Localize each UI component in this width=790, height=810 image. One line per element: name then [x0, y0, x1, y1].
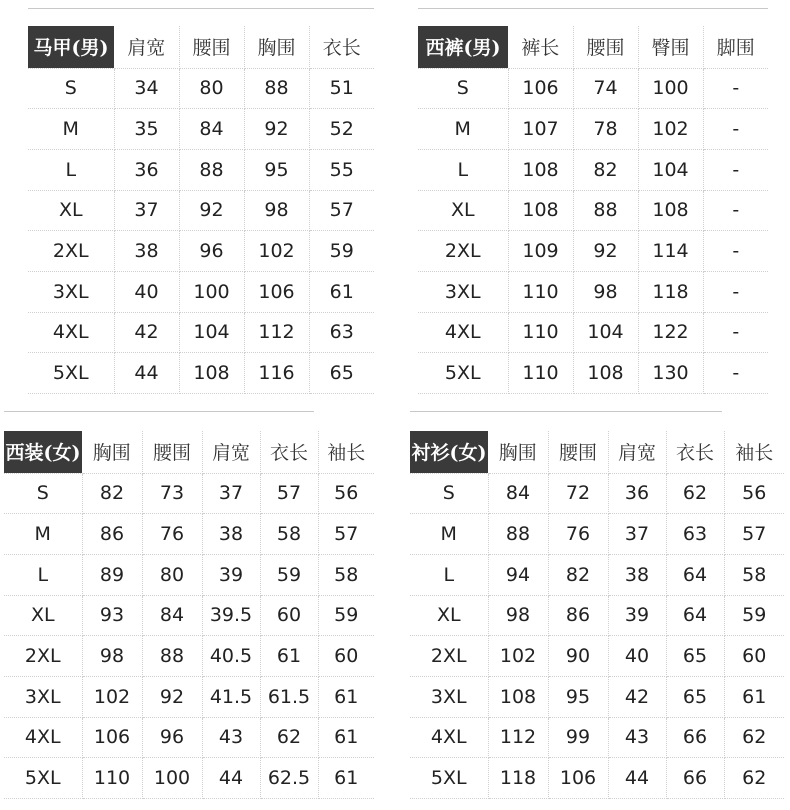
table-cell: 84 — [142, 595, 202, 636]
table-cell: 108 — [508, 190, 573, 231]
table-header-row — [4, 431, 374, 473]
table-cell: 59 — [260, 554, 318, 595]
table-title: 衬衫(女) — [410, 431, 488, 473]
table-title: 西裤(男) — [418, 26, 508, 68]
table-cell: 88 — [573, 190, 638, 231]
divider-line-top-left — [28, 8, 374, 9]
table-cell: 106 — [548, 758, 608, 799]
column-header: 肩宽 — [114, 26, 179, 68]
size-table-trousers-men — [418, 26, 768, 394]
table-cell: 116 — [244, 353, 309, 394]
table-cell: 84 — [488, 473, 548, 514]
table-cell: 62 — [724, 758, 784, 799]
table-cell: 39 — [202, 554, 260, 595]
table-row — [410, 717, 784, 758]
table-row — [28, 353, 374, 394]
table-cell: 61 — [318, 758, 374, 799]
table-row — [4, 554, 374, 595]
size-label: 5XL — [28, 353, 114, 394]
table-cell: 104 — [638, 149, 703, 190]
table-row — [410, 636, 784, 677]
table-cell: 44 — [114, 353, 179, 394]
table-cell: 80 — [142, 554, 202, 595]
table-cell: 110 — [82, 758, 142, 799]
column-header: 脚围 — [703, 26, 768, 68]
table-cell: 61 — [318, 676, 374, 717]
table-row — [410, 595, 784, 636]
table-cell: 40 — [114, 271, 179, 312]
table-cell: - — [703, 68, 768, 109]
table-cell: 110 — [508, 271, 573, 312]
table-row — [418, 312, 768, 353]
table-cell: 98 — [244, 190, 309, 231]
table-cell: 88 — [179, 149, 244, 190]
table-cell: 56 — [724, 473, 784, 514]
column-header: 肩宽 — [202, 431, 260, 473]
table-cell: 95 — [244, 149, 309, 190]
table-cell: 57 — [309, 190, 374, 231]
size-label: S — [418, 68, 508, 109]
column-header: 腰围 — [548, 431, 608, 473]
table-cell: 99 — [548, 717, 608, 758]
table-cell: 108 — [573, 353, 638, 394]
size-label: 2XL — [28, 231, 114, 272]
size-label: 4XL — [418, 312, 508, 353]
table-cell: 108 — [638, 190, 703, 231]
table-cell: 102 — [244, 231, 309, 272]
table-cell: 130 — [638, 353, 703, 394]
table-cell: 109 — [508, 231, 573, 272]
size-table-vest-men — [28, 26, 374, 394]
table-cell: 61 — [724, 676, 784, 717]
table-cell: 104 — [573, 312, 638, 353]
table-cell: 100 — [179, 271, 244, 312]
table-cell: 59 — [309, 231, 374, 272]
column-header: 腰围 — [142, 431, 202, 473]
size-label: M — [4, 514, 82, 555]
divider-line-top-right — [418, 8, 768, 9]
table-cell: 37 — [114, 190, 179, 231]
size-label: L — [4, 554, 82, 595]
size-label: 4XL — [410, 717, 488, 758]
table-cell: 65 — [666, 636, 724, 677]
table-cell: 96 — [142, 717, 202, 758]
table-cell: 42 — [608, 676, 666, 717]
table-cell: 64 — [666, 595, 724, 636]
table-cell: 60 — [724, 636, 784, 677]
table-cell: 106 — [82, 717, 142, 758]
table-cell: 93 — [82, 595, 142, 636]
table-cell: 40 — [608, 636, 666, 677]
table-cell: 34 — [114, 68, 179, 109]
table-cell: 106 — [244, 271, 309, 312]
table-cell: 112 — [244, 312, 309, 353]
table-cell: 100 — [142, 758, 202, 799]
table-cell: 100 — [638, 68, 703, 109]
table-cell: 42 — [114, 312, 179, 353]
table-cell: 90 — [548, 636, 608, 677]
table-cell: 58 — [724, 554, 784, 595]
table-cell: 92 — [244, 109, 309, 150]
size-table-shirt-women — [410, 431, 784, 799]
table-cell: 51 — [309, 68, 374, 109]
table-cell: 39.5 — [202, 595, 260, 636]
size-label: S — [4, 473, 82, 514]
table-row — [418, 109, 768, 150]
table-row — [28, 109, 374, 150]
table-cell: 38 — [114, 231, 179, 272]
table-cell: 118 — [488, 758, 548, 799]
table-cell: 62 — [724, 717, 784, 758]
size-label: L — [410, 554, 488, 595]
table-cell: 76 — [142, 514, 202, 555]
table-cell: 40.5 — [202, 636, 260, 677]
table-cell: 95 — [548, 676, 608, 717]
table-cell: 62.5 — [260, 758, 318, 799]
table-cell: - — [703, 231, 768, 272]
table-cell: 61 — [260, 636, 318, 677]
size-label: M — [418, 109, 508, 150]
size-label: 4XL — [28, 312, 114, 353]
size-label: 2XL — [4, 636, 82, 677]
table-cell: 60 — [260, 595, 318, 636]
table-cell: 61.5 — [260, 676, 318, 717]
size-label: L — [28, 149, 114, 190]
size-label: 3XL — [28, 271, 114, 312]
size-label: 3XL — [410, 676, 488, 717]
table-row — [28, 312, 374, 353]
table-row — [410, 473, 784, 514]
table-cell: 36 — [114, 149, 179, 190]
size-label: 2XL — [418, 231, 508, 272]
column-header: 衣长 — [260, 431, 318, 473]
divider-line-bottom-right — [410, 411, 722, 412]
table-cell: 112 — [488, 717, 548, 758]
table-row — [4, 514, 374, 555]
table-cell: 58 — [260, 514, 318, 555]
table-row — [418, 353, 768, 394]
table-cell: 98 — [573, 271, 638, 312]
table-cell: 98 — [488, 595, 548, 636]
table-cell: - — [703, 109, 768, 150]
table-cell: 89 — [82, 554, 142, 595]
table-row — [410, 676, 784, 717]
table-cell: 104 — [179, 312, 244, 353]
table-cell: 108 — [508, 149, 573, 190]
table-cell: 82 — [573, 149, 638, 190]
divider-line-bottom-left — [4, 411, 314, 412]
size-label: 5XL — [410, 758, 488, 799]
table-title: 西装(女) — [4, 431, 82, 473]
table-cell: 74 — [573, 68, 638, 109]
table-cell: 114 — [638, 231, 703, 272]
table-cell: 80 — [179, 68, 244, 109]
table-cell: 65 — [309, 353, 374, 394]
table-cell: 102 — [82, 676, 142, 717]
table-cell: 76 — [548, 514, 608, 555]
table-cell: 62 — [666, 473, 724, 514]
table-cell: 56 — [318, 473, 374, 514]
column-header: 胸围 — [244, 26, 309, 68]
table-cell: - — [703, 149, 768, 190]
table-cell: 61 — [318, 717, 374, 758]
table-cell: 35 — [114, 109, 179, 150]
size-label: XL — [418, 190, 508, 231]
table-row — [4, 717, 374, 758]
size-label: XL — [4, 595, 82, 636]
table-cell: 88 — [142, 636, 202, 677]
table-cell: 43 — [608, 717, 666, 758]
table-cell: 60 — [318, 636, 374, 677]
table-row — [28, 149, 374, 190]
table-row — [4, 595, 374, 636]
table-row — [4, 473, 374, 514]
size-label: L — [418, 149, 508, 190]
size-label: 3XL — [418, 271, 508, 312]
table-cell: 55 — [309, 149, 374, 190]
table-row — [28, 271, 374, 312]
table-header-row — [410, 431, 784, 473]
table-cell: 94 — [488, 554, 548, 595]
table-cell: 110 — [508, 312, 573, 353]
table-row — [418, 149, 768, 190]
table-cell: 82 — [82, 473, 142, 514]
column-header: 肩宽 — [608, 431, 666, 473]
size-label: 5XL — [418, 353, 508, 394]
table-cell: 92 — [573, 231, 638, 272]
size-label: XL — [28, 190, 114, 231]
table-cell: 61 — [309, 271, 374, 312]
table-row — [418, 190, 768, 231]
table-cell: - — [703, 353, 768, 394]
table-row — [4, 758, 374, 799]
table-cell: 57 — [260, 473, 318, 514]
table-cell: 96 — [179, 231, 244, 272]
size-label: 5XL — [4, 758, 82, 799]
table-cell: 118 — [638, 271, 703, 312]
column-header: 腰围 — [573, 26, 638, 68]
size-label: 3XL — [4, 676, 82, 717]
column-header: 胸围 — [82, 431, 142, 473]
table-row — [418, 231, 768, 272]
table-cell: 62 — [260, 717, 318, 758]
table-cell: 59 — [318, 595, 374, 636]
column-header: 臀围 — [638, 26, 703, 68]
table-cell: 37 — [202, 473, 260, 514]
table-header-row — [418, 26, 768, 68]
table-cell: 63 — [666, 514, 724, 555]
table-row — [418, 271, 768, 312]
column-header: 衣长 — [666, 431, 724, 473]
table-cell: 72 — [548, 473, 608, 514]
table-title: 马甲(男) — [28, 26, 114, 68]
table-cell: 44 — [608, 758, 666, 799]
table-cell: 122 — [638, 312, 703, 353]
table-cell: 73 — [142, 473, 202, 514]
table-row — [410, 514, 784, 555]
size-label: S — [410, 473, 488, 514]
size-label: M — [410, 514, 488, 555]
size-label: M — [28, 109, 114, 150]
column-header: 袖长 — [724, 431, 784, 473]
table-cell: 65 — [666, 676, 724, 717]
table-row — [4, 636, 374, 677]
table-cell: 107 — [508, 109, 573, 150]
table-cell: 36 — [608, 473, 666, 514]
table-cell: - — [703, 312, 768, 353]
table-row — [28, 190, 374, 231]
table-cell: 78 — [573, 109, 638, 150]
table-cell: 52 — [309, 109, 374, 150]
table-row — [410, 554, 784, 595]
table-cell: 86 — [82, 514, 142, 555]
table-cell: 43 — [202, 717, 260, 758]
size-label: XL — [410, 595, 488, 636]
table-cell: 66 — [666, 758, 724, 799]
table-cell: 57 — [318, 514, 374, 555]
table-row — [28, 68, 374, 109]
table-cell: 82 — [548, 554, 608, 595]
table-cell: 37 — [608, 514, 666, 555]
table-cell: - — [703, 190, 768, 231]
table-cell: 63 — [309, 312, 374, 353]
table-cell: 38 — [202, 514, 260, 555]
table-cell: 41.5 — [202, 676, 260, 717]
table-cell: 92 — [142, 676, 202, 717]
table-cell: 88 — [244, 68, 309, 109]
table-cell: 106 — [508, 68, 573, 109]
column-header: 胸围 — [488, 431, 548, 473]
table-row — [418, 68, 768, 109]
column-header: 腰围 — [179, 26, 244, 68]
table-cell: 64 — [666, 554, 724, 595]
table-cell: 38 — [608, 554, 666, 595]
size-label: 4XL — [4, 717, 82, 758]
table-row — [28, 231, 374, 272]
column-header: 衣长 — [309, 26, 374, 68]
table-row — [4, 676, 374, 717]
size-table-suit-women — [4, 431, 374, 799]
table-cell: 44 — [202, 758, 260, 799]
table-header-row — [28, 26, 374, 68]
table-row — [410, 758, 784, 799]
table-cell: 102 — [488, 636, 548, 677]
table-cell: 102 — [638, 109, 703, 150]
table-cell: - — [703, 271, 768, 312]
table-cell: 88 — [488, 514, 548, 555]
table-cell: 59 — [724, 595, 784, 636]
table-cell: 86 — [548, 595, 608, 636]
table-cell: 84 — [179, 109, 244, 150]
table-cell: 108 — [179, 353, 244, 394]
table-cell: 58 — [318, 554, 374, 595]
table-cell: 108 — [488, 676, 548, 717]
table-cell: 66 — [666, 717, 724, 758]
table-cell: 39 — [608, 595, 666, 636]
table-cell: 57 — [724, 514, 784, 555]
size-label: S — [28, 68, 114, 109]
column-header: 袖长 — [318, 431, 374, 473]
table-cell: 98 — [82, 636, 142, 677]
table-cell: 92 — [179, 190, 244, 231]
table-cell: 110 — [508, 353, 573, 394]
column-header: 裤长 — [508, 26, 573, 68]
size-label: 2XL — [410, 636, 488, 677]
